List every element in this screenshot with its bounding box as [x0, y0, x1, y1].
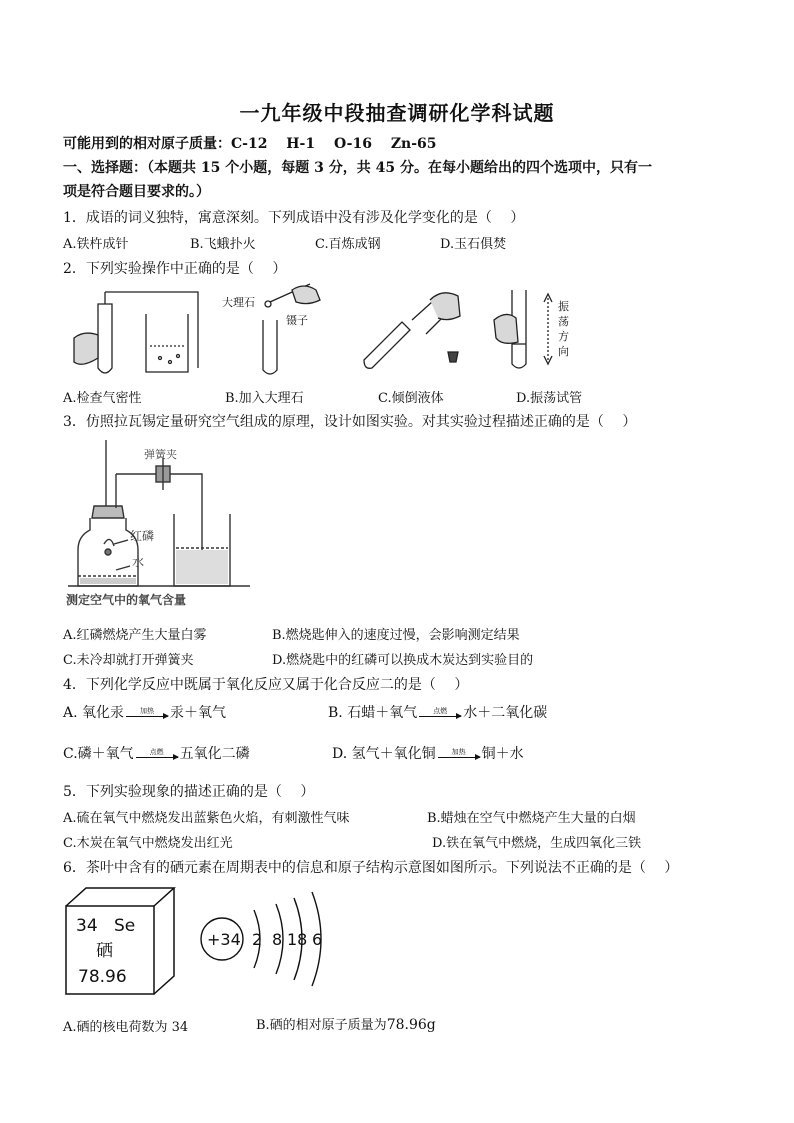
q2-option-d[interactable]: D.振荡试管 [516, 391, 583, 406]
q3-option-a[interactable]: A.红磷燃烧产生大量白雾 [63, 628, 207, 643]
reaction-condition: 点燃 [149, 747, 164, 756]
page-title: 一九年级中段抽查调研化学科试题 [239, 101, 555, 125]
q6-figures [62, 884, 332, 1000]
atomic-mass: 78.96 [78, 967, 127, 987]
q2-option-c[interactable]: C.倾倒液体 [378, 391, 444, 406]
element-symbol: Se [114, 916, 136, 936]
q3-stem: 3．仿照拉瓦锡定量研究空气组成的原理，设计如图实验。对其实验过程描述正确的是（ ） [63, 414, 637, 430]
q5-option-c[interactable]: C.木炭在氧气中燃烧发出红光 [63, 836, 233, 851]
section-instructions-line1: 一、选择题：（本题共 15 个小题，每题 3 分，共 45 分。在每小题给出的四个选项中，只有一 [63, 160, 652, 176]
q6-option-b-text: B.硒的相对原子质量为 [256, 1018, 387, 1033]
figure-shaking-tube [494, 290, 569, 368]
q1-option-c[interactable]: C.百炼成钢 [315, 237, 381, 252]
q2-option-a[interactable]: A.检查气密性 [63, 391, 142, 406]
q3-option-c[interactable]: C.未冷却就打开弹簧夹 [63, 653, 194, 668]
reaction-arrow [438, 749, 480, 758]
shell-4-electrons: 6 [312, 930, 323, 949]
q6-option-a[interactable]: A.硒的核电荷数为 34 [63, 1020, 189, 1035]
shell-1-electrons: 2 [252, 930, 263, 949]
shell-2-electrons: 8 [272, 930, 283, 949]
reaction-condition: 加热 [451, 747, 466, 756]
red-phosphorus-label: 红磷 [130, 529, 155, 543]
reaction-arrow [136, 749, 178, 758]
q4-c-reactants: C.磷＋氧气 [63, 746, 134, 762]
q4-c-products: 五氧化二磷 [179, 746, 250, 762]
q4-option-b[interactable] [328, 702, 547, 722]
q5-stem: 5．下列实验现象的描述正确的是（ ） [63, 784, 315, 800]
atomic-number: 34 [76, 916, 98, 936]
q1-stem: 1．成语的词义独特，寓意深刻。下列成语中没有涉及化学变化的是（ ） [63, 210, 525, 226]
reaction-condition: 点燃 [433, 706, 448, 715]
q5-option-a[interactable]: A.硫在氧气中燃烧发出蓝紫色火焰，有刺激性气味 [63, 811, 350, 826]
q2-option-b[interactable]: B.加入大理石 [225, 391, 304, 406]
element-name: 硒 [96, 941, 113, 961]
figure-airtightness-check [74, 292, 198, 373]
nucleus-charge: +34 [207, 930, 241, 949]
q4-option-a[interactable] [63, 702, 226, 722]
reaction-arrow [126, 708, 168, 717]
q4-option-d[interactable] [332, 743, 524, 763]
shake-direction-char-3: 方 [558, 330, 569, 343]
q6-option-b-value: 78.96g [386, 1017, 436, 1033]
section-instructions-line2: 项是符合题目要求的。） [63, 184, 210, 200]
q2-stem: 2．下列实验操作中正确的是（ ） [63, 261, 287, 277]
tweezers-label: 镊子 [286, 314, 308, 327]
water-label: 水 [132, 555, 145, 569]
reaction-arrow [419, 708, 461, 717]
q1-option-d[interactable]: D.玉石俱焚 [440, 237, 507, 252]
shake-direction-char-2: 荡 [558, 315, 569, 328]
q4-a-reactants: A. 氧化汞 [63, 705, 125, 721]
q1-option-b[interactable]: B.飞蛾扑火 [190, 237, 256, 252]
shell-3-electrons: 18 [287, 930, 308, 949]
shake-direction-char-1: 振 [558, 300, 569, 313]
q4-d-products: 铜＋水 [481, 746, 524, 762]
reaction-condition: 加热 [140, 706, 155, 715]
q6-option-b[interactable] [256, 1014, 436, 1033]
q1-option-a[interactable]: A.铁杵成针 [63, 237, 129, 252]
spring-clamp-label: 弹簧夹 [144, 448, 177, 461]
marble-label: 大理石 [222, 296, 255, 309]
q4-b-reactants: B. 石蜡＋氧气 [328, 705, 418, 721]
figure-adding-marble [222, 284, 320, 374]
figure-caption: 测定空气中的氧气含量 [66, 593, 187, 607]
atomic-masses: 可能用到的相对原子质量：C-12 H-1 O-16 Zn-65 [63, 136, 437, 152]
q2-figures [60, 280, 660, 385]
q3-option-d[interactable]: D.燃烧匙中的红磷可以换成木炭达到实验目的 [272, 653, 534, 668]
q3-figure [64, 436, 274, 612]
q4-a-products: 汞＋氧气 [170, 705, 227, 721]
q4-stem: 4．下列化学反应中既属于氧化反应又属于化合反应二的是（ ） [63, 677, 469, 693]
q5-option-b[interactable]: B.蜡烛在空气中燃烧产生大量的白烟 [427, 811, 636, 826]
q4-b-products: 水＋二氧化碳 [463, 705, 548, 721]
q5-option-d[interactable]: D.铁在氧气中燃烧，生成四氧化三铁 [432, 836, 642, 851]
q4-option-c[interactable] [63, 743, 250, 763]
figure-pouring-liquid [364, 293, 460, 369]
q4-d-reactants: D. 氢气＋氧化铜 [332, 746, 436, 762]
shake-direction-char-4: 向 [558, 345, 569, 358]
q3-option-b[interactable]: B.燃烧匙伸入的速度过慢，会影响测定结果 [272, 628, 520, 643]
q6-stem: 6．茶叶中含有的硒元素在周期表中的信息和原子结构示意图如图所示。下列说法不正确的是（ ） [63, 860, 679, 876]
